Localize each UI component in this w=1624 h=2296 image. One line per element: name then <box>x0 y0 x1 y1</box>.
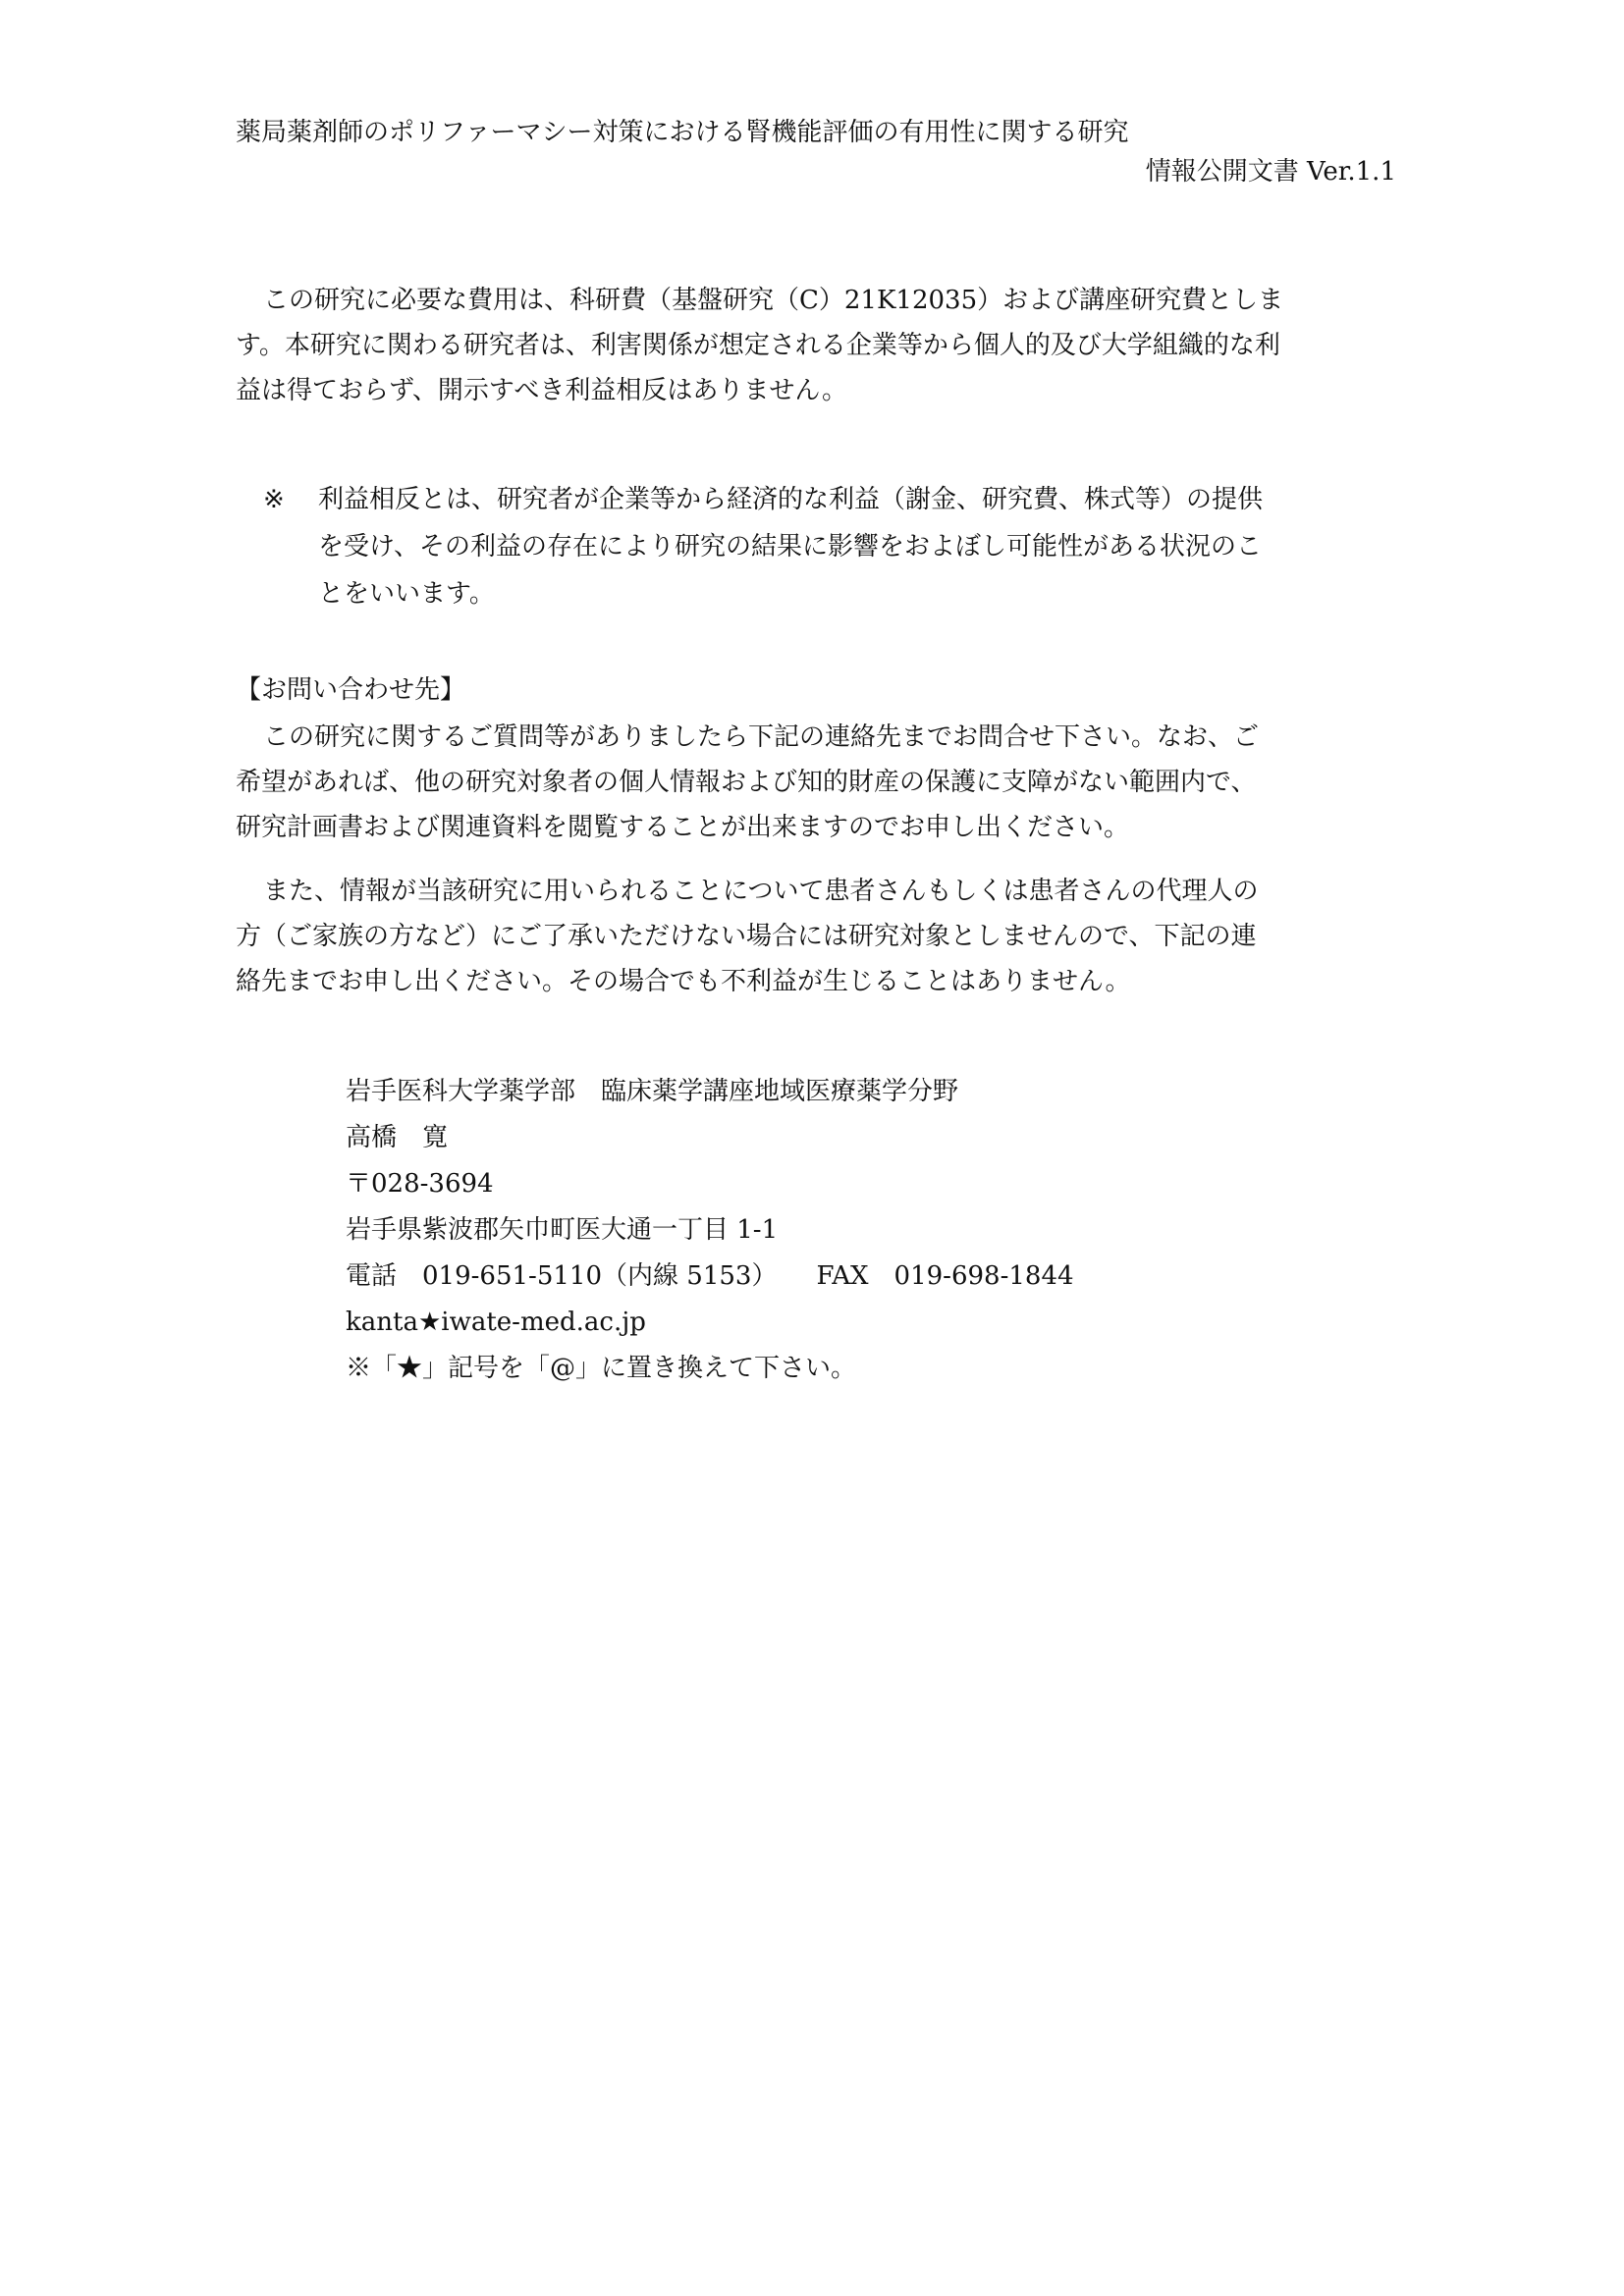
coi-note-line-3: とをいいます。 <box>318 579 495 609</box>
inquiry-p2-line-3: 絡先までお申し出ください。その場合でも不利益が生じることはありません。 <box>236 967 1131 996</box>
contact-name-family: 高橋 <box>346 1123 398 1152</box>
inquiry-paragraph-1 <box>236 715 1399 850</box>
document-version: 情報公開文書 Ver.1.1 <box>1145 157 1396 187</box>
phone-label: 電話 <box>346 1261 398 1291</box>
inquiry-p2-line-2: 方（ご家族の方など）にご了承いただけない場合には研究対象としませんので、下記の連 <box>236 922 1257 951</box>
phone-number: 019-651-5110（内線 5153） <box>422 1261 778 1291</box>
inquiry-p1-line-3: 研究計画書および関連資料を閲覧することが出来ますのでお申し出ください。 <box>236 813 1130 842</box>
contact-phone-fax <box>346 1254 1074 1300</box>
contact-name <box>346 1115 1074 1161</box>
contact-affiliation <box>346 1069 1074 1115</box>
funding-line-3: 益は得ておらず、開示すべき利益相反はありません。 <box>236 376 847 405</box>
inquiry-paragraph-2 <box>236 869 1399 1004</box>
inquiry-p2-line-1: また、情報が当該研究に用いられることについて患者さんもしくは患者さんの代理人の <box>263 877 1259 906</box>
contact-email-note: ※「★」記号を「@」に置き換えて下さい。 <box>346 1354 857 1383</box>
note-mark: ※ <box>263 485 285 514</box>
contact-email: kanta★iwate-med.ac.jp <box>346 1308 646 1337</box>
coi-note <box>263 476 1397 623</box>
contact-block <box>346 1069 1074 1392</box>
coi-note-line-1: 利益相反とは、研究者が企業等から経済的な利益（謝金、研究費、株式等）の提供 <box>318 485 1264 514</box>
funding-line-1: この研究に必要な費用は、科研費（基盤研究（C）21K12035）および講座研究費としま <box>263 286 1284 315</box>
coi-note-line-2: を受け、その利益の存在により研究の結果に影響をおよぼし可能性がある状況のこ <box>318 532 1262 561</box>
fax-label: FAX <box>816 1261 869 1291</box>
contact-department: 岩手医科大学薬学部 <box>346 1077 576 1106</box>
contact-postal: 〒028-3694 <box>346 1169 494 1199</box>
contact-division: 臨床薬学講座地域医療薬学分野 <box>601 1077 959 1106</box>
inquiry-heading: 【お問い合わせ先】 <box>236 675 466 705</box>
coi-note-text <box>318 476 1263 617</box>
inquiry-p1-line-1: この研究に関するご質問等がありましたら下記の連絡先までお問合せ下さい。なお、ご <box>263 722 1260 752</box>
fax-number: 019-698-1844 <box>893 1261 1074 1291</box>
funding-paragraph <box>236 278 1399 413</box>
document-title: 薬局薬剤師のポリファーマシー対策における腎機能評価の有用性に関する研究 <box>236 118 1129 147</box>
contact-name-given: 寛 <box>422 1123 449 1152</box>
inquiry-p1-line-2: 希望があれば、他の研究対象者の個人情報および知的財産の保護に支障がない範囲内で、 <box>236 768 1257 797</box>
contact-address: 岩手県紫波郡矢巾町医大通一丁目 1-1 <box>346 1215 779 1245</box>
funding-line-2: す。本研究に関わる研究者は、利害関係が想定される企業等から個人的及び大学組織的な利 <box>236 331 1280 360</box>
